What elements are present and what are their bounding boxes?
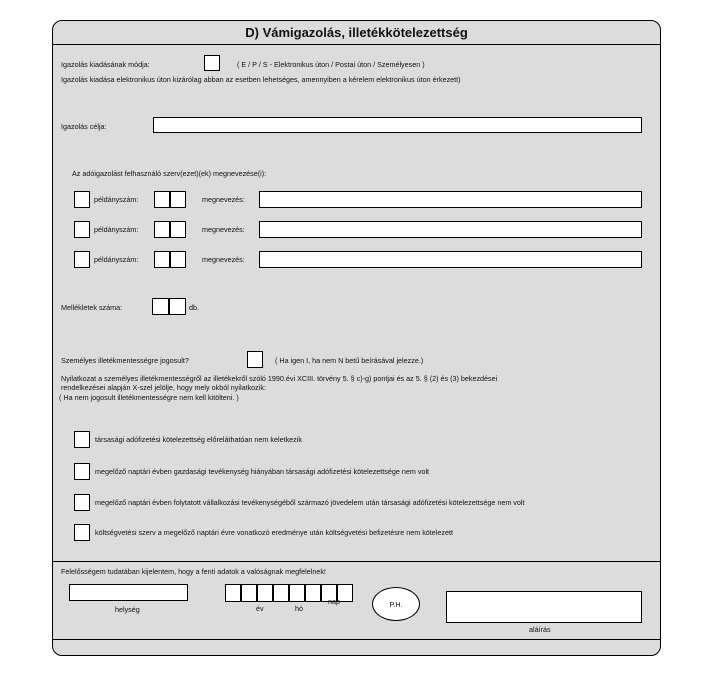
mentesseg-checkbox-4-label: költségvetési szerv a megelőző naptári évre vonatkozó eredménye után költségvetési befizetésre nem kötelezett (95, 528, 453, 537)
form-panel (52, 20, 661, 656)
row3-checkbox[interactable] (74, 251, 90, 268)
nyilatkozat-line2: rendelkezései alapján X-szel jelölje, hogy mely okból nyilatkozik: (61, 383, 266, 392)
kiadas-note: Igazolás kiadása elektronikus úton kizárólag abban az esetben lehetséges, amennyiben a kérelem elektronikus úton érkezett) (61, 75, 461, 84)
helyseg-input[interactable] (69, 584, 188, 601)
row1-megnevezes-input[interactable] (259, 191, 642, 208)
row2-megnevezes-input[interactable] (259, 221, 642, 238)
row2-megnevezes-label: megnevezés: (202, 225, 245, 234)
mentesseg-hint: ( Ha igen I, ha nem N betű beírásával jelezze.) (275, 356, 424, 365)
nyilatkozat-line3: ( Ha nem jogosult illetékmentességre nem kell kitölteni. ) (59, 393, 239, 402)
mellekletek-digit1[interactable] (152, 298, 169, 315)
mentesseg-checkbox-1[interactable] (74, 431, 90, 448)
stamp-circle (372, 587, 420, 621)
ho-digit1[interactable] (289, 584, 305, 602)
row3-peldany-label: példányszám: (94, 255, 139, 264)
row3-megnevezes-input[interactable] (259, 251, 642, 268)
ev-label: év (256, 604, 264, 613)
row1-megnevezes-label: megnevezés: (202, 195, 245, 204)
row1-peldany-digit2[interactable] (170, 191, 186, 208)
row2-peldany-digit1[interactable] (154, 221, 170, 238)
nyilatkozat-line1: Nyilatkozat a személyes illetékmentességről az illetékekről szóló 1990.évi XCIII. törvény 5. § c)-g) pontjai és az 5. § (2) és (3) bekezdései (61, 374, 498, 383)
helyseg-label: helység (115, 605, 140, 614)
signature-label: aláírás (529, 625, 551, 634)
footer-declaration: Felelősségem tudatában kijelentem, hogy a fenti adatok a valóságnak megfelelnek! (61, 567, 326, 576)
mentesseg-question: Személyes illetékmentességre jogosult? (61, 356, 189, 365)
celja-label: Igazolás célja: (61, 122, 107, 131)
mentesseg-checkbox-2[interactable] (74, 463, 90, 480)
stamp-label: P.H. (389, 600, 403, 609)
mellekletek-label: Mellékletek száma: (61, 303, 123, 312)
footer-divider (53, 561, 660, 562)
kiadas-options: ( E / P / S - Elektronikus úton / Postai úton / Személyesen ) (237, 60, 425, 69)
szervek-heading: Az adóigazolást felhasználó szerv(ezet)(ek) megnevezése(i): (72, 169, 267, 178)
row2-checkbox[interactable] (74, 221, 90, 238)
mentesseg-input[interactable] (247, 351, 263, 368)
mellekletek-unit: db. (189, 303, 199, 312)
row3-peldany-digit2[interactable] (170, 251, 186, 268)
row3-peldany-digit1[interactable] (154, 251, 170, 268)
mellekletek-digit2[interactable] (169, 298, 186, 315)
row3-megnevezes-label: megnevezés: (202, 255, 245, 264)
ho-digit2[interactable] (305, 584, 321, 602)
ev-digit4[interactable] (273, 584, 289, 602)
nap-label: nap (328, 597, 340, 606)
row1-checkbox[interactable] (74, 191, 90, 208)
row2-peldany-digit2[interactable] (170, 221, 186, 238)
ev-digit1[interactable] (225, 584, 241, 602)
row1-peldany-digit1[interactable] (154, 191, 170, 208)
kiadas-mode-input[interactable] (204, 55, 220, 71)
ho-label: hó (295, 604, 303, 613)
form-title: D) Vámigazolás, illetékkötelezettség (53, 21, 660, 45)
row1-peldany-label: példányszám: (94, 195, 139, 204)
bottom-divider (53, 639, 660, 640)
celja-input[interactable] (153, 117, 642, 133)
mentesseg-checkbox-3[interactable] (74, 494, 90, 511)
kiadas-label: Igazolás kiadásának módja: (61, 60, 150, 69)
ev-digit2[interactable] (241, 584, 257, 602)
mentesseg-checkbox-2-label: megelőző naptári évben gazdasági tevékenység hiányában társasági adófizetési kötelezettsége nem volt (95, 467, 430, 476)
mentesseg-checkbox-1-label: társasági adófizetési kötelezettség előreláthatóan nem keletkezik (95, 435, 302, 444)
mentesseg-checkbox-3-label: megelőző naptári évben folytatott vállalkozási tevékenységéből származó jövedelem után társasági adófizetési kötelezettsége nem volt (95, 498, 525, 507)
signature-box[interactable] (446, 591, 642, 623)
mentesseg-checkbox-4[interactable] (74, 524, 90, 541)
ev-digit3[interactable] (257, 584, 273, 602)
row2-peldany-label: példányszám: (94, 225, 139, 234)
